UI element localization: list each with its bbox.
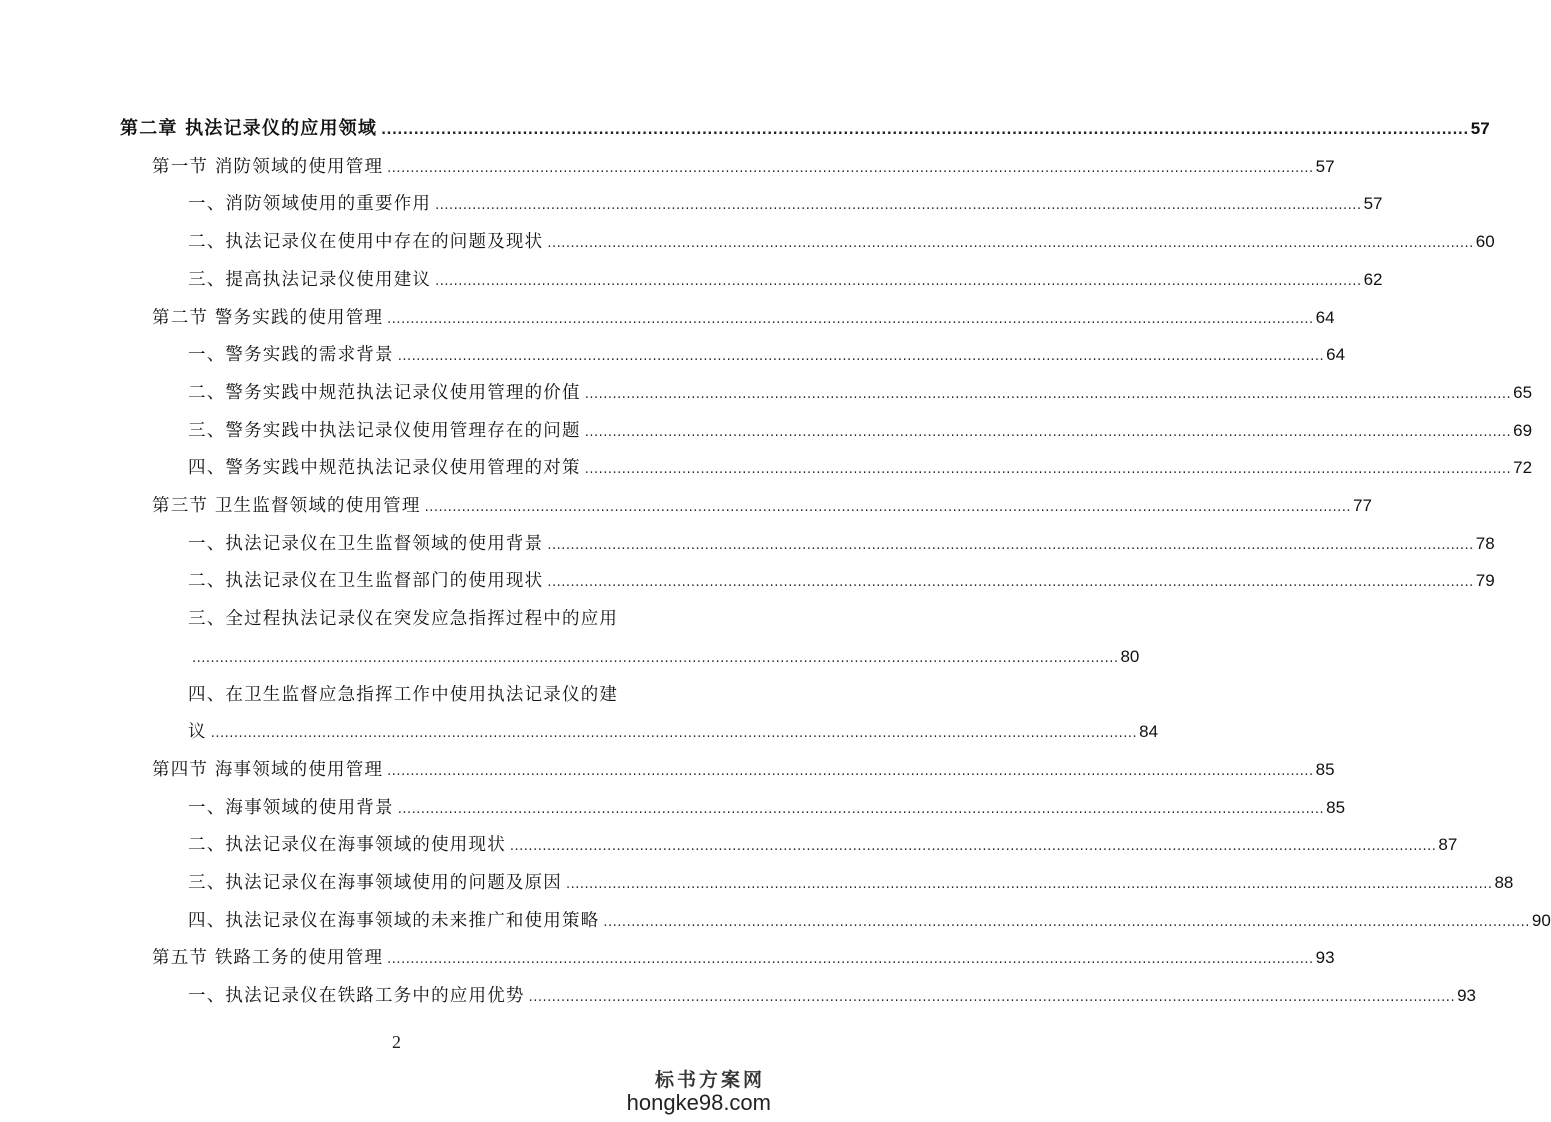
toc-leader-dots: ........................................................................................................................................................................................................ xyxy=(381,123,1469,138)
toc-leader-dots: ........................................................................................................................................................................................................ xyxy=(210,726,1138,742)
toc-entry xyxy=(188,971,1476,1008)
toc-entry-title: 四、执法记录仪在海事领域的未来推广和使用策略 xyxy=(188,910,600,931)
toc-entry-title: 第四节 海事领域的使用管理 xyxy=(152,759,384,780)
toc-entry xyxy=(188,443,1533,480)
toc-entry-title: 四、警务实践中规范执法记录仪使用管理的对策 xyxy=(188,458,581,479)
toc-entry-page: 72 xyxy=(1513,458,1533,478)
toc-entry-page: 85 xyxy=(1315,759,1335,779)
toc-entry xyxy=(188,368,1533,405)
watermark-logo xyxy=(627,1065,771,1116)
toc-leader-dots: ........................................................................................................................................................................................................ xyxy=(547,236,1474,252)
toc-entry-page: 77 xyxy=(1353,496,1372,515)
toc-leader-dots: ........................................................................................................................................................................................................ xyxy=(192,650,1119,666)
toc-leader-dots: ........................................................................................................................................................................................................ xyxy=(387,763,1314,779)
toc-entry xyxy=(152,933,1335,970)
toc-leader-dots: ........................................................................................................................................................................................................ xyxy=(435,198,1362,214)
toc-entry xyxy=(152,745,1335,782)
toc-entry-title: 第五节 铁路工务的使用管理 xyxy=(152,948,384,969)
toc-leader-dots: ........................................................................................................................................................................................................ xyxy=(547,537,1474,553)
toc-entry-page: 60 xyxy=(1475,232,1495,252)
toc-entry-page: 90 xyxy=(1531,910,1551,930)
toc-leader-dots: ........................................................................................................................................................................................................ xyxy=(387,160,1314,176)
toc-entry-page: 80 xyxy=(1120,646,1140,666)
toc-entry xyxy=(188,594,673,631)
toc-leader-dots: ........................................................................................................................................................................................................ xyxy=(397,349,1325,365)
toc-entry xyxy=(188,330,1346,367)
toc-entry-title: 一、警务实践的需求背景 xyxy=(188,345,394,366)
toc-entry xyxy=(152,481,1372,518)
toc-entry xyxy=(152,293,1335,330)
toc-entry xyxy=(188,858,1514,895)
toc-leader-dots: ........................................................................................................................................................................................................ xyxy=(397,801,1325,817)
toc-entry-title: 第二章 执法记录仪的应用领域 xyxy=(120,118,378,139)
toc-entry xyxy=(188,632,1140,669)
toc-leader-dots: ........................................................................................................................................................................................................ xyxy=(528,990,1456,1006)
toc-leader-dots: ........................................................................................................................................................................................................ xyxy=(387,952,1314,968)
toc-entry xyxy=(188,519,1495,556)
toc-entry-page: 65 xyxy=(1513,382,1533,402)
watermark-url: hongke98.com xyxy=(626,1090,771,1115)
toc-entry-page: 87 xyxy=(1438,835,1458,855)
toc-entry-page: 57 xyxy=(1470,119,1490,138)
toc-entry-title: 三、提高执法记录仪使用建议 xyxy=(188,269,432,290)
toc-entry xyxy=(188,896,1551,933)
toc-entry-page: 64 xyxy=(1326,345,1346,365)
toc-entry xyxy=(188,556,1495,593)
toc-entry-title: 一、海事领域的使用背景 xyxy=(188,797,394,818)
toc-leader-dots: ........................................................................................................................................................................................................ xyxy=(566,877,1493,892)
toc-entry-title: 第一节 消防领域的使用管理 xyxy=(152,156,384,177)
toc-entry xyxy=(152,142,1335,179)
toc-leader-dots: ........................................................................................................................................................................................................ xyxy=(584,386,1512,402)
toc-entry-title: 一、执法记录仪在铁路工务中的应用优势 xyxy=(188,986,525,1007)
toc-entry-page: 78 xyxy=(1475,533,1495,553)
toc-entry-page: 93 xyxy=(1457,986,1476,1006)
toc-entry-page: 93 xyxy=(1315,948,1335,968)
toc-leader-dots: ........................................................................................................................................................................................................ xyxy=(547,575,1474,591)
toc-leader-dots: ........................................................................................................................................................................................................ xyxy=(584,462,1512,478)
toc-entry-title: 第二节 警务实践的使用管理 xyxy=(152,307,384,328)
toc-entry-page: 79 xyxy=(1475,571,1495,591)
toc-entry-page: 84 xyxy=(1139,722,1159,742)
toc-entry-page: 57 xyxy=(1363,194,1383,214)
toc-entry-page: 57 xyxy=(1315,156,1335,176)
toc-entry xyxy=(188,820,1458,857)
toc-leader-dots: ........................................................................................................................................................................................................ xyxy=(584,424,1512,440)
toc-entry-page: 85 xyxy=(1326,797,1346,817)
toc-entry xyxy=(188,670,673,707)
toc-entry-title: 三、执法记录仪在海事领域使用的问题及原因 xyxy=(188,873,562,893)
toc-entry-page: 88 xyxy=(1494,873,1514,892)
toc-entry-title: 二、执法记录仪在使用中存在的问题及现状 xyxy=(188,232,544,253)
toc-entry-page: 64 xyxy=(1315,307,1335,327)
toc-entry-title: 四、在卫生监督应急指挥工作中使用执法记录仪的建 xyxy=(188,684,619,705)
toc-entry xyxy=(188,255,1383,292)
toc-entry-title: 二、执法记录仪在海事领域的使用现状 xyxy=(188,835,506,856)
toc-entry-page: 69 xyxy=(1513,420,1533,440)
watermark-title: 标书方案网 xyxy=(654,1069,765,1091)
toc-leader-dots: ........................................................................................................................................................................................................ xyxy=(603,914,1530,930)
toc-entry-title: 一、执法记录仪在卫生监督领域的使用背景 xyxy=(188,533,544,554)
toc-leader-dots: ........................................................................................................................................................................................................ xyxy=(435,273,1362,289)
toc-entry xyxy=(188,783,1346,820)
toc-entry-title: 三、警务实践中执法记录仪使用管理存在的问题 xyxy=(188,420,581,441)
toc-entry xyxy=(120,104,1490,141)
toc-leader-dots: ........................................................................................................................................................................................................ xyxy=(387,311,1314,327)
toc-entry-title: 议 xyxy=(188,722,207,743)
toc-entry xyxy=(188,179,1383,216)
toc-entry-title: 三、全过程执法记录仪在突发应急指挥过程中的应用 xyxy=(188,609,619,630)
toc-entry-page: 62 xyxy=(1363,269,1383,289)
toc-entry-title: 二、执法记录仪在卫生监督部门的使用现状 xyxy=(188,571,544,592)
toc-leader-dots: ........................................................................................................................................................................................................ xyxy=(424,500,1352,515)
toc-entry-title: 一、消防领域使用的重要作用 xyxy=(188,194,432,215)
toc-entry-title: 第三节 卫生监督领域的使用管理 xyxy=(152,496,421,516)
toc-entry-title: 二、警务实践中规范执法记录仪使用管理的价值 xyxy=(188,382,581,403)
toc-leader-dots: ........................................................................................................................................................................................................ xyxy=(509,839,1437,855)
toc-entry xyxy=(188,707,1159,744)
toc-entry xyxy=(188,406,1533,443)
page-number: 2 xyxy=(392,1032,401,1052)
toc-entry xyxy=(188,217,1495,254)
